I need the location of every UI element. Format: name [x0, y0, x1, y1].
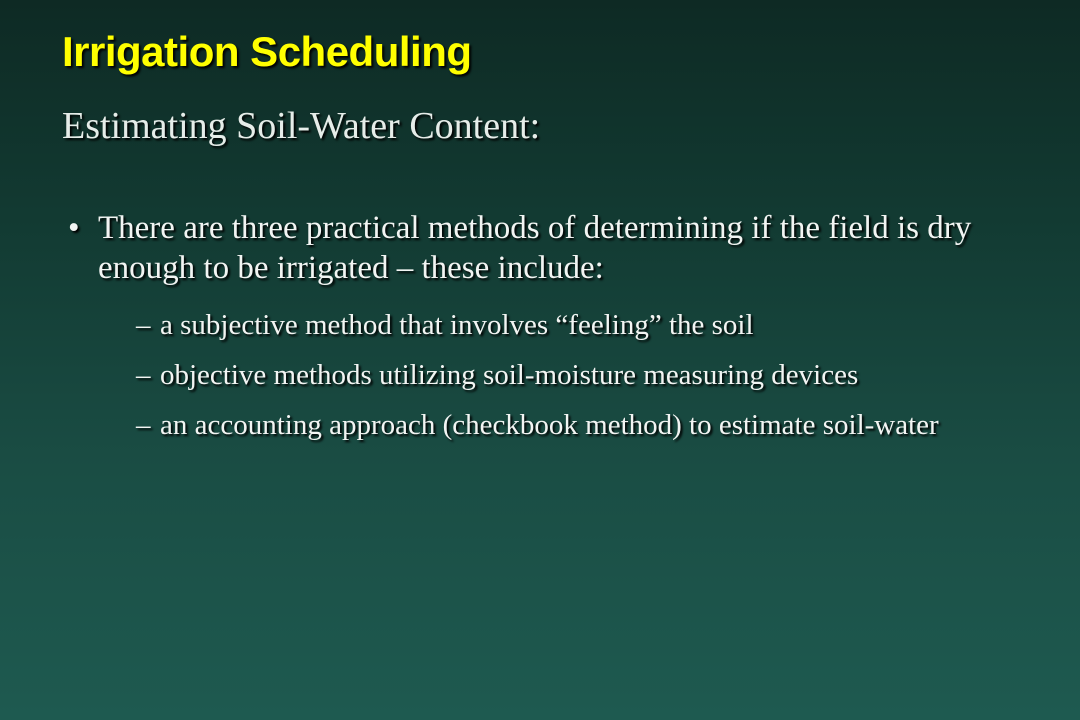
sub-item-accounting-approach — [108, 408, 1028, 442]
bullet-text: There are three practical methods of determining if the field is dry enough to be irrigated – these include: — [98, 210, 972, 286]
sub-bullet-list — [108, 308, 1028, 442]
sub-bullet-marker: – — [136, 309, 151, 341]
sub-bullet-marker: – — [136, 359, 151, 391]
sub-item-text: objective methods utilizing soil-moisture measuring devices — [160, 359, 859, 391]
sub-item-objective-methods — [108, 358, 1028, 392]
slide-title: Irrigation Scheduling — [62, 28, 472, 75]
bullet-item-methods — [68, 208, 1028, 442]
sub-bullet-marker: – — [136, 409, 151, 441]
slide-subtitle: Estimating Soil-Water Content: — [62, 105, 541, 147]
sub-item-subjective-method — [108, 308, 1028, 342]
bullet-list — [68, 208, 1028, 458]
sub-item-text: a subjective method that involves “feeling” the soil — [160, 309, 754, 341]
bullet-marker: • — [68, 210, 80, 246]
sub-item-text: an accounting approach (checkbook method) to estimate soil-water — [160, 409, 939, 441]
